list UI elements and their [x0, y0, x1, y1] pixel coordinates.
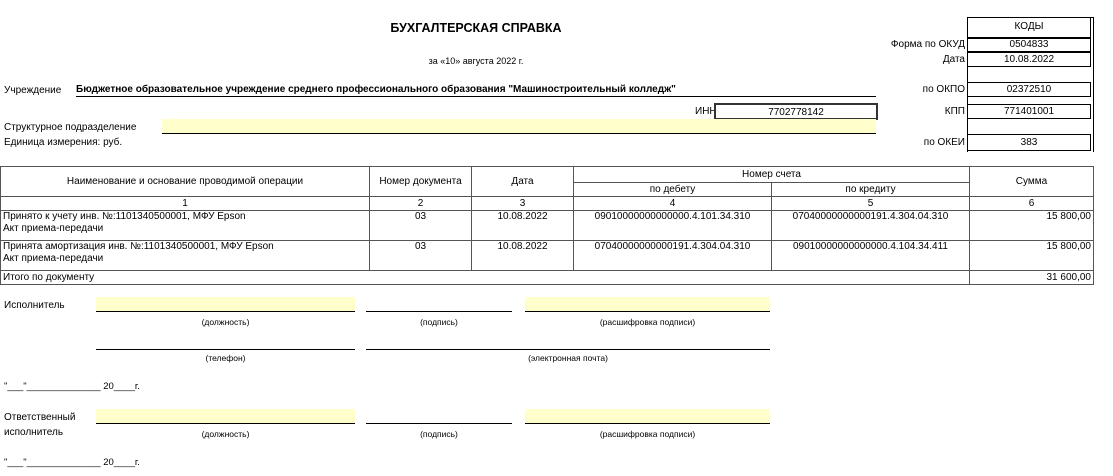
executor-signature-line[interactable]	[366, 311, 512, 312]
email-caption: (электронная почта)	[528, 353, 608, 363]
row-sum: 15 800,00	[970, 211, 1094, 241]
institution-name[interactable]: Бюджетное образовательное учреждение среднего профессионального образования "Машиностроительный колледж"	[76, 84, 876, 97]
col-number: 5	[772, 197, 970, 211]
header-account: Номер счета	[574, 167, 970, 183]
okei-label: по ОКЕИ	[923, 137, 965, 148]
total-sum: 31 600,00	[970, 271, 1094, 285]
decoding-caption: (расшифровка подписи)	[599, 317, 696, 327]
executor-label: Исполнитель	[4, 300, 65, 311]
table-row[interactable]	[1, 241, 1094, 271]
row-basis: Акт приема-передачи	[3, 223, 104, 234]
position-caption: (должность)	[201, 317, 250, 327]
decoding-caption: (расшифровка подписи)	[599, 429, 696, 439]
institution-label: Учреждение	[4, 85, 62, 96]
header-sum: Сумма	[970, 167, 1094, 197]
col-number: 3	[472, 197, 574, 211]
header-name: Наименование и основание проводимой операции	[1, 167, 370, 197]
row-doc: 03	[370, 211, 472, 241]
document-date-line: за «10» августа 2022 г.	[428, 56, 524, 66]
row-credit: 09010000000000000.4.104.34.411	[772, 241, 970, 271]
kpp-code[interactable]: 771401001	[967, 104, 1091, 119]
row-operation: Принято к учету инв. №:1101340500001, МФУ Epson	[3, 211, 246, 222]
inn-label: ИНН	[695, 106, 717, 117]
phone-caption: (телефон)	[205, 353, 246, 363]
okpo-label: по ОКПО	[922, 84, 965, 95]
operations-table	[0, 166, 1094, 285]
row-operation: Принята амортизация инв. №:1101340500001, МФУ Epson	[3, 241, 274, 252]
row-date: 10.08.2022	[472, 241, 574, 271]
responsible-position-input[interactable]	[96, 409, 355, 424]
date-code[interactable]: 10.08.2022	[967, 52, 1091, 67]
responsible-date-line: "___"______________ 20____г.	[4, 457, 140, 468]
email-line[interactable]	[366, 349, 770, 350]
responsible-label-2: исполнитель	[4, 427, 64, 438]
header-credit: по кредиту	[772, 183, 970, 197]
position-caption: (должность)	[201, 429, 250, 439]
row-description	[1, 241, 370, 271]
row-description	[1, 211, 370, 241]
okud-label: Форма по ОКУД	[890, 39, 965, 50]
executor-position-input[interactable]	[96, 297, 355, 312]
header-doc-number: Номер документа	[370, 167, 472, 197]
row-debit: 07040000000000191.4.304.04.310	[574, 241, 772, 271]
unit-label: Единица измерения: руб.	[4, 137, 123, 148]
responsible-decoding-input[interactable]	[525, 409, 770, 424]
responsible-signature-line[interactable]	[366, 423, 512, 424]
department-input[interactable]	[162, 119, 876, 134]
row-credit: 07040000000000191.4.304.04.310	[772, 211, 970, 241]
col-number: 1	[1, 197, 370, 211]
responsible-label: Ответственный	[4, 412, 76, 423]
col-number: 6	[970, 197, 1094, 211]
table-row[interactable]	[1, 211, 1094, 241]
okei-code[interactable]: 383	[967, 134, 1091, 151]
executor-decoding-input[interactable]	[525, 297, 770, 312]
signature-caption: (подпись)	[420, 317, 458, 327]
header-debit: по дебету	[574, 183, 772, 197]
kpp-label: КПП	[944, 106, 965, 117]
phone-line[interactable]	[96, 349, 355, 350]
total-label: Итого по документу	[1, 271, 970, 285]
row-basis: Акт приема-передачи	[3, 253, 104, 264]
header-date: Дата	[472, 167, 574, 197]
okpo-code[interactable]: 02372510	[967, 82, 1091, 97]
inn-value[interactable]: 7702778142	[714, 103, 878, 120]
total-row	[1, 271, 1094, 285]
signature-caption: (подпись)	[420, 429, 458, 439]
date-label: Дата	[942, 54, 965, 65]
row-sum: 15 800,00	[970, 241, 1094, 271]
row-doc: 03	[370, 241, 472, 271]
row-date: 10.08.2022	[472, 211, 574, 241]
row-debit: 09010000000000000.4.101.34.310	[574, 211, 772, 241]
department-label: Структурное подразделение	[4, 122, 137, 133]
okud-code[interactable]: 0504833	[967, 38, 1091, 52]
codes-heading: КОДЫ	[967, 17, 1091, 38]
col-number: 2	[370, 197, 472, 211]
document-title: БУХГАЛТЕРСКАЯ СПРАВКА	[390, 21, 562, 35]
col-number: 4	[574, 197, 772, 211]
executor-date-line: "___"______________ 20____г.	[4, 381, 140, 392]
